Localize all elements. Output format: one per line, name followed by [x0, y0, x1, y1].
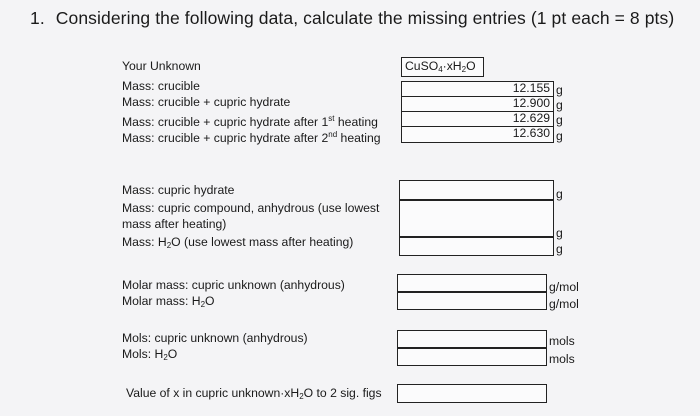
mass-cupric-hydrate-label: Mass: cupric hydrate	[122, 183, 235, 197]
mols-unknown-label: Mols: cupric unknown (anhydrous)	[122, 331, 308, 345]
value-cell-first-heating: 12.629	[401, 111, 554, 127]
mols-water-label: Mols: $H_2O$	[122, 347, 178, 362]
mass-after-second-heating-label: Mass: crucible + cupric hydrate after 2nd heating	[122, 130, 381, 145]
unit-g: g	[556, 98, 563, 112]
unit-g-per-mol: g/mol	[549, 297, 579, 311]
mass-water-label: Mass: $H_2O$ (use lowest mass after heating)	[122, 235, 354, 250]
mass-crucible-label: Mass: crucible	[122, 79, 200, 93]
your-unknown-label: Your Unknown	[122, 59, 201, 73]
unknown-formula-cell: $CuSO_4\cdot xH_2O$	[401, 57, 484, 77]
answer-box-molar-mass-water[interactable]	[397, 292, 547, 310]
question-title	[30, 8, 674, 29]
value-cell-crucible: 12.155	[401, 81, 554, 97]
unit-g: g	[556, 187, 563, 201]
unit-g: g	[556, 83, 563, 97]
mass-crucible-hydrate-label: Mass: crucible + cupric hydrate	[122, 95, 291, 109]
answer-box-molar-mass-unknown[interactable]	[397, 274, 547, 292]
value-cell-crucible-hydrate: 12.900	[401, 96, 554, 112]
answer-box-water-mass[interactable]	[399, 237, 554, 256]
molar-mass-water-label: Molar mass: $H_2O$	[122, 294, 215, 309]
unit-g-per-mol: g/mol	[549, 280, 579, 294]
mass-anhydrous-label-line2: mass after heating)	[122, 217, 227, 231]
unit-mols: mols	[549, 334, 575, 348]
mass-after-first-heating-label: Mass: crucible + cupric hydrate after 1st heating	[122, 114, 378, 129]
value-of-x-label: Value of x in cupric $unknown\cdot xH_2O$ to 2 sig. figs	[126, 386, 382, 401]
answer-box-value-of-x[interactable]	[397, 384, 547, 403]
molar-mass-unknown-label: Molar mass: cupric unknown (anhydrous)	[122, 278, 345, 292]
unit-g: g	[556, 113, 563, 127]
answer-box-mols-water[interactable]	[397, 348, 547, 366]
unit-g: g	[556, 226, 563, 240]
unit-g: g	[556, 129, 563, 143]
answer-box-mols-unknown[interactable]	[397, 330, 547, 348]
answer-box-anhydrous-mass[interactable]	[399, 200, 554, 237]
answer-box-hydrate-mass[interactable]	[399, 180, 554, 200]
value-cell-second-heating: 12.630	[401, 126, 554, 143]
question-number: 1.	[30, 8, 45, 28]
unit-g: g	[556, 242, 563, 256]
question-text: Considering the following data, calculate the missing entries (1 pt each = 8 pts)	[55, 8, 675, 28]
mass-anhydrous-label-line1: Mass: cupric compound, anhydrous (use lowest	[122, 201, 380, 215]
unit-mols: mols	[549, 352, 575, 366]
